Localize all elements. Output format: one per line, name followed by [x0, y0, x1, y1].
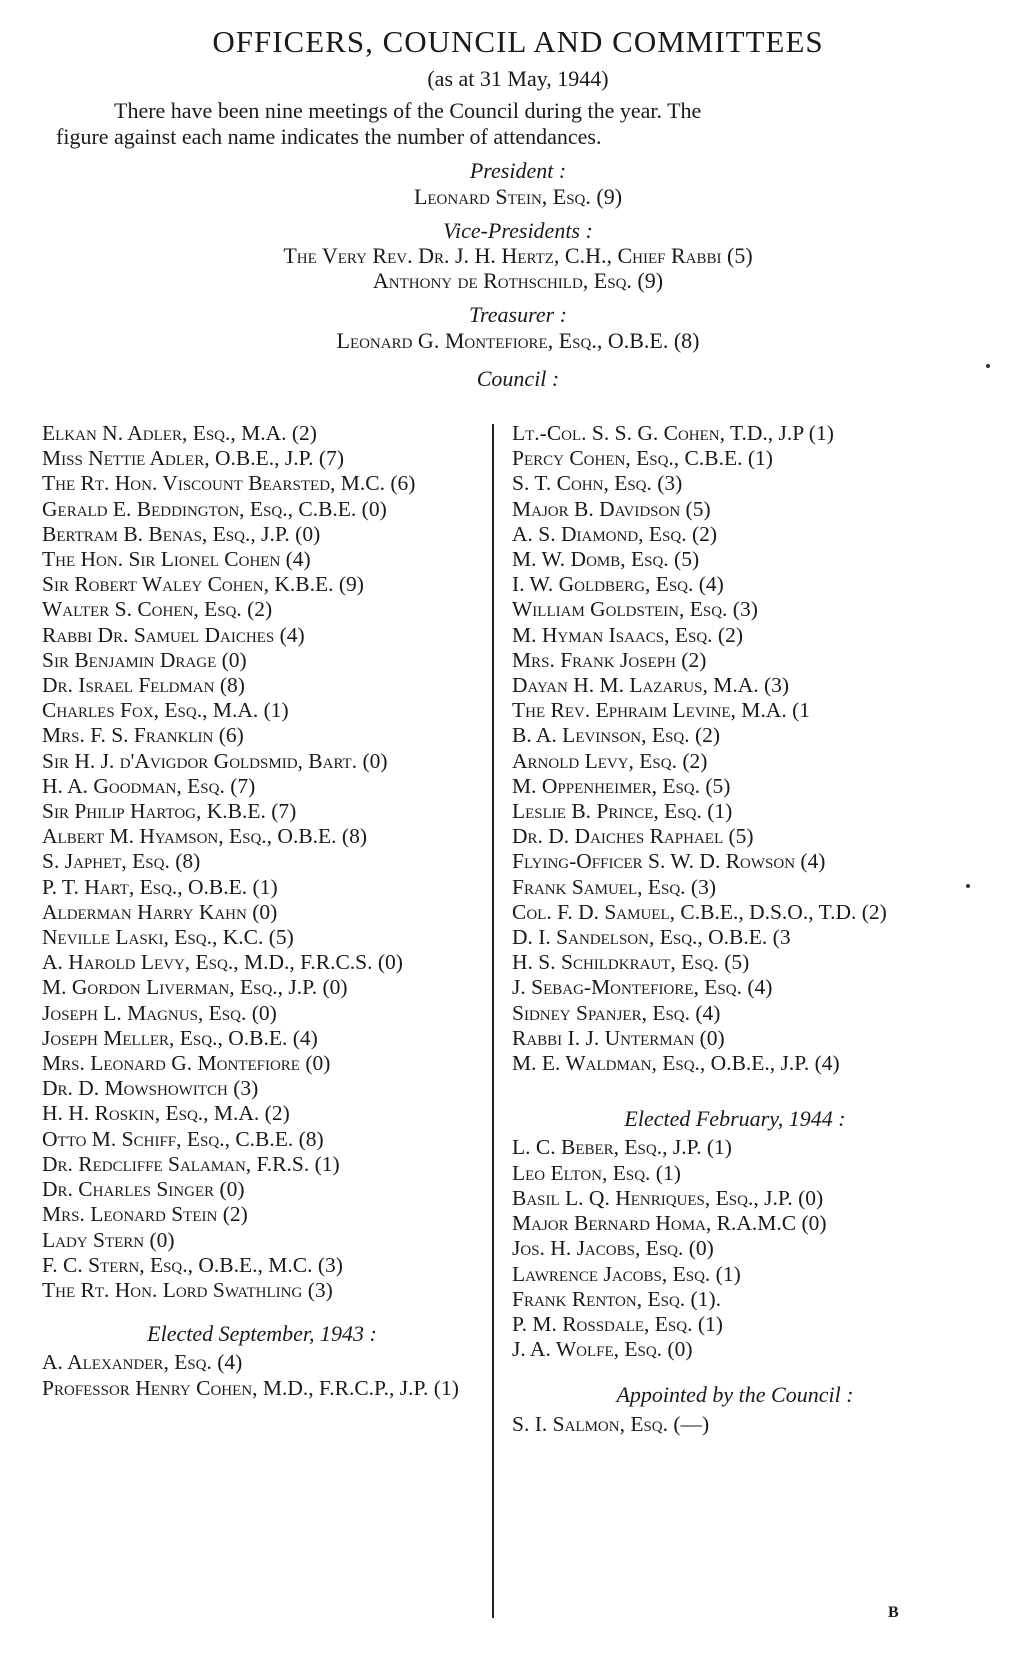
council-member: Mrs. Frank Joseph (2) — [512, 647, 707, 672]
council-member: Major B. Davidson (5) — [512, 496, 711, 521]
council-member: D. I. Sandelson, Esq., O.B.E. (3 — [512, 925, 791, 950]
council-member: Joseph L. Magnus, Esq. (0) — [42, 1000, 277, 1025]
council-member: Mrs. Leonard Stein (2) — [42, 1202, 248, 1227]
president-name: Leonard Stein, Esq. (9) — [413, 184, 623, 209]
council-member: S. Japhet, Esq. (8) — [42, 849, 201, 874]
elected-september-heading: Elected September, 1943 : — [147, 1321, 377, 1347]
council-member: Basil L. Q. Henriques, Esq., J.P. (0) — [512, 1185, 824, 1210]
council-member: A. S. Diamond, Esq. (2) — [512, 521, 718, 546]
council-member: Sir Benjamin Drage (0) — [42, 647, 247, 672]
council-member: M. E. Waldman, Esq., O.B.E., J.P. (4) — [512, 1051, 840, 1076]
council-member: The Hon. Sir Lionel Cohen (4) — [42, 547, 311, 572]
council-member: S. I. Salmon, Esq. (—) — [512, 1411, 710, 1436]
council-member: M. W. Domb, Esq. (5) — [512, 547, 700, 572]
elected-february-heading: Elected February, 1944 : — [624, 1106, 846, 1132]
council-member: Dr. Redcliffe Salaman, F.R.S. (1) — [42, 1151, 340, 1176]
print-speck — [986, 364, 990, 368]
intro-paragraph — [56, 98, 956, 150]
council-member: Sir Robert Waley Cohen, K.B.E. (9) — [42, 572, 364, 597]
council-member: Neville Laski, Esq., K.C. (5) — [42, 925, 294, 950]
council-member: Dr. D. Daiches Raphael (5) — [512, 824, 754, 849]
council-member: The Rev. Ephraim Levine, M.A. (1 — [512, 698, 810, 723]
council-member: Sir H. J. d'Avigdor Goldsmid, Bart. (0) — [42, 748, 388, 773]
council-member: The Rt. Hon. Viscount Bearsted, M.C. (6) — [42, 471, 416, 496]
council-member: Sidney Spanjer, Esq. (4) — [512, 1000, 721, 1025]
as-at-date: (as at 31 May, 1944) — [427, 66, 609, 91]
council-member: L. C. Beber, Esq., J.P. (1) — [512, 1135, 732, 1160]
council-member: F. C. Stern, Esq., O.B.E., M.C. (3) — [42, 1252, 343, 1277]
council-member: Percy Cohen, Esq., C.B.E. (1) — [512, 446, 773, 471]
council-member: Leo Elton, Esq. (1) — [512, 1160, 681, 1185]
council-member: The Rt. Hon. Lord Swathling (3) — [42, 1277, 333, 1302]
council-member: Rabbi Dr. Samuel Daiches (4) — [42, 622, 305, 647]
council-member: Rabbi I. J. Unterman (0) — [512, 1025, 725, 1050]
vice-president-name: The Very Rev. Dr. J. H. Hertz, C.H., Chief Rabbi (5) — [283, 243, 753, 268]
council-member: Mrs. F. S. Franklin (6) — [42, 723, 244, 748]
council-member: Albert M. Hyamson, Esq., O.B.E. (8) — [42, 824, 367, 849]
council-member: Mrs. Leonard G. Montefiore (0) — [42, 1051, 331, 1076]
president-heading: President : — [469, 158, 567, 183]
council-member: Bertram B. Benas, Esq., J.P. (0) — [42, 521, 321, 546]
council-member: Charles Fox, Esq., M.A. (1) — [42, 698, 289, 723]
council-member: Lady Stern (0) — [42, 1227, 175, 1252]
print-speck — [966, 884, 970, 888]
council-member: Gerald E. Beddington, Esq., C.B.E. (0) — [42, 496, 387, 521]
intro-line-1: There have been nine meetings of the Council during the year. The — [114, 98, 702, 123]
council-member: B. A. Levinson, Esq. (2) — [512, 723, 721, 748]
treasurer-name: Leonard G. Montefiore, Esq., O.B.E. (8) — [336, 328, 700, 353]
council-member: Lawrence Jacobs, Esq. (1) — [512, 1261, 741, 1286]
council-member: M. Gordon Liverman, Esq., J.P. (0) — [42, 975, 348, 1000]
council-member: Flying-Officer S. W. D. Rowson (4) — [512, 849, 826, 874]
appointed-heading: Appointed by the Council : — [616, 1382, 854, 1408]
council-member: Lt.-Col. S. S. G. Cohen, T.D., J.P (1) — [512, 421, 834, 445]
council-member: P. M. Rossdale, Esq. (1) — [512, 1311, 723, 1336]
council-member: Leslie B. Prince, Esq. (1) — [512, 799, 733, 824]
council-member: P. T. Hart, Esq., O.B.E. (1) — [42, 874, 278, 899]
council-member: Frank Renton, Esq. (1). — [512, 1286, 721, 1311]
council-member: A. Harold Levy, Esq., M.D., F.R.C.S. (0) — [42, 950, 403, 975]
council-member: Joseph Meller, Esq., O.B.E. (4) — [42, 1025, 318, 1050]
council-heading: Council : — [476, 366, 560, 391]
council-member: M. Hyman Isaacs, Esq. (2) — [512, 622, 743, 647]
council-member: William Goldstein, Esq. (3) — [512, 597, 758, 622]
council-member: Arnold Levy, Esq. (2) — [512, 748, 708, 773]
council-member: J. Sebag-Montefiore, Esq. (4) — [512, 975, 773, 1000]
intro-line-2: figure against each name indicates the number of attendances. — [56, 124, 602, 149]
council-member: S. T. Cohn, Esq. (3) — [512, 471, 683, 496]
council-member: H. A. Goodman, Esq. (7) — [42, 773, 256, 798]
council-member: Walter S. Cohen, Esq. (2) — [42, 597, 273, 622]
council-member: Professor Henry Cohen, M.D., F.R.C.P., J.P. (1) — [42, 1375, 459, 1400]
council-member: Dr. Israel Feldman (8) — [42, 673, 245, 698]
council-member: Miss Nettie Adler, O.B.E., J.P. (7) — [42, 446, 344, 471]
vice-presidents-heading: Vice-Presidents : — [443, 218, 593, 243]
column-divider — [492, 424, 494, 1618]
council-left-column — [42, 421, 482, 1401]
council-member: H. H. Roskin, Esq., M.A. (2) — [42, 1101, 290, 1126]
council-member: A. Alexander, Esq. (4) — [42, 1350, 243, 1375]
council-member: Frank Samuel, Esq. (3) — [512, 874, 716, 899]
page-title: OFFICERS, COUNCIL AND COMMITTEES — [212, 24, 824, 59]
council-member: I. W. Goldberg, Esq. (4) — [512, 572, 724, 597]
council-member: Otto M. Schiff, Esq., C.B.E. (8) — [42, 1126, 324, 1151]
council-member: Dr. D. Mowshowitch (3) — [42, 1076, 259, 1101]
council-member: Elkan N. Adler, Esq., M.A. (2) — [42, 421, 317, 445]
council-member: M. Oppenheimer, Esq. (5) — [512, 773, 731, 798]
council-member: Dayan H. M. Lazarus, M.A. (3) — [512, 673, 790, 698]
council-member: H. S. Schildkraut, Esq. (5) — [512, 950, 750, 975]
council-member: Jos. H. Jacobs, Esq. (0) — [512, 1236, 714, 1261]
council-member: Major Bernard Homa, R.A.M.C (0) — [512, 1211, 827, 1236]
council-member: Alderman Harry Kahn (0) — [42, 899, 278, 924]
vice-president-name: Anthony de Rothschild, Esq. (9) — [372, 268, 664, 293]
council-member: J. A. Wolfe, Esq. (0) — [512, 1337, 693, 1362]
treasurer-heading: Treasurer : — [469, 302, 567, 327]
council-member: Sir Philip Hartog, K.B.E. (7) — [42, 799, 297, 824]
council-right-column — [512, 421, 958, 1437]
signature-mark: B — [888, 1604, 899, 1621]
council-member: Col. F. D. Samuel, C.B.E., D.S.O., T.D. (2) — [512, 899, 887, 924]
council-member: Dr. Charles Singer (0) — [42, 1177, 245, 1202]
